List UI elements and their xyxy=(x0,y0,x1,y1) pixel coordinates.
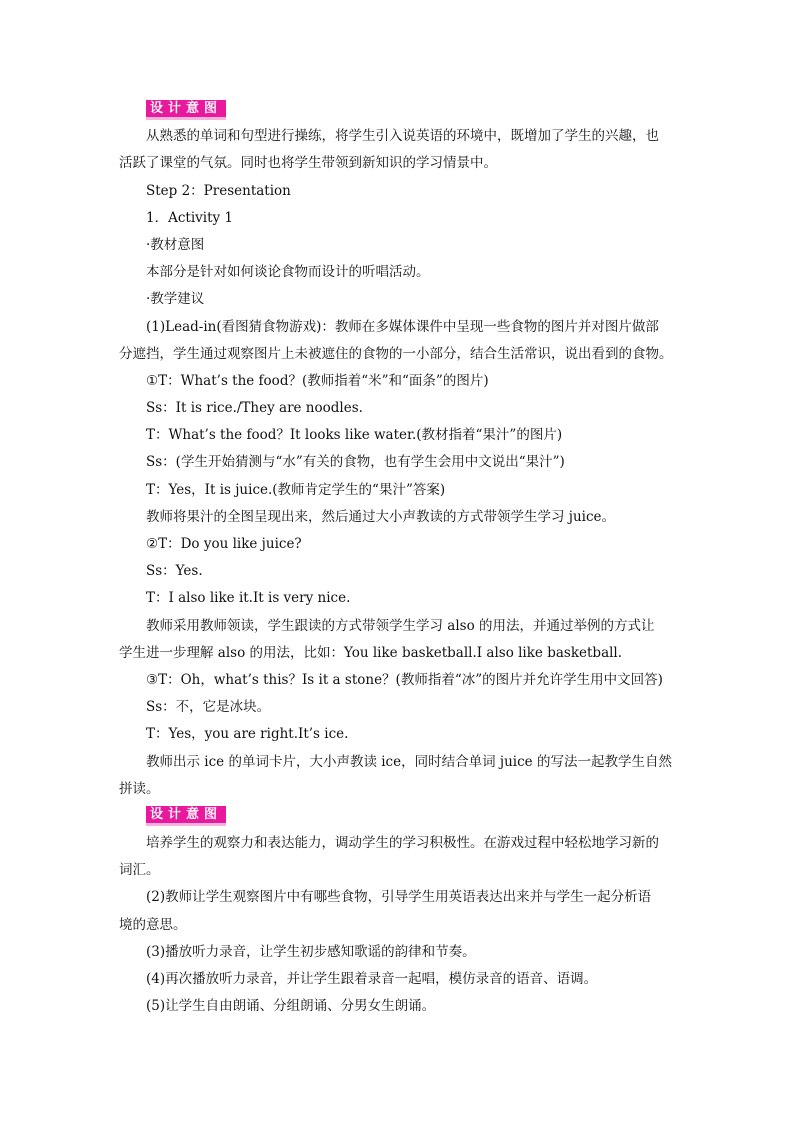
text-line: Ss：(学生开始猜测与“水”有关的食物，也有学生会用中文说出“果汁”) xyxy=(146,454,565,471)
text-line: (4)再次播放听力录音，并让学生跟着录音一起唱，模仿录音的语音、语调。 xyxy=(146,971,598,987)
design-intent-badge-row xyxy=(146,803,676,830)
text-line: 学生进一步理解 also 的用法，比如：You like basketball.I also like basketball. xyxy=(119,644,623,661)
text-line: Ss：It is rice./They are noodles. xyxy=(146,400,363,417)
design-intent-badge xyxy=(146,100,226,120)
text-line: 1．Activity 1 xyxy=(146,209,234,226)
text-line: Step 2：Presentation xyxy=(146,182,291,199)
text-line: 教师出示 ice 的单词卡片，大小声教读 ice，同时结合单词 juice 的写法一起教学生自然 xyxy=(146,753,672,770)
text-line: ②T：Do you like juice? xyxy=(146,536,302,552)
text-line: ①T：What’s the food？(教师指着“米”和“面条”的图片) xyxy=(146,372,489,389)
text-line: 教师将果汁的全图呈现出来，然后通过大小声教读的方式带领学生学习 juice。 xyxy=(146,508,616,525)
text-line: 词汇。 xyxy=(119,862,160,879)
text-line: 教师采用教师领读，学生跟读的方式带领学生学习 also 的用法，并通过举例的方式让 xyxy=(146,617,655,634)
text-line: 境的意思。 xyxy=(119,916,187,933)
text-line: 活跃了课堂的气氛。同时也将学生带领到新知识的学习情景中。 xyxy=(119,155,497,172)
text-line: (1)Lead-in(看图猜食物游戏)：教师在多媒体课件中呈现一些食物的图片并对图片做部 xyxy=(146,318,659,335)
text-line: T：Yes，It is juice.(教师肯定学生的“果汁”答案) xyxy=(146,481,446,498)
text-line: 从熟悉的单词和句型进行操练，将学生引入说英语的环境中，既增加了学生的兴趣，也 xyxy=(146,128,659,145)
badge-label: 设计意图 xyxy=(150,807,223,823)
text-line: T：I also like it.It is very nice. xyxy=(146,590,351,607)
text-line: 本部分是针对如何谈论食物而设计的听唱活动。 xyxy=(146,264,430,281)
design-intent-badge-row xyxy=(146,96,676,123)
text-line: 分遮挡，学生通过观察图片上未被遮住的食物的一小部分，结合生活常识，说出看到的食物。 xyxy=(119,345,673,362)
text-line: 拼读。 xyxy=(119,780,160,797)
text-line: ·教材意图 xyxy=(146,236,205,253)
text-line: T：Yes，you are right.It’s ice. xyxy=(146,726,349,743)
text-line: (2)教师让学生观察图片中有哪些食物，引导学生用英语表达出来并与学生一起分析语 xyxy=(146,889,652,906)
text-line: (5)让学生自由朗诵、分组朗诵、分男女生朗诵。 xyxy=(146,998,436,1015)
text-line: ③T：Oh，what’s this？Is it a stone？(教师指着“冰”的图片并允许学生用中文回答) xyxy=(146,671,663,688)
lesson-content xyxy=(119,96,676,1020)
badge-label: 设计意图 xyxy=(150,100,223,116)
text-line: Ss：不，它是冰块。 xyxy=(146,699,271,716)
text-line: (3)播放听力录音，让学生初步感知歌谣的韵律和节奏。 xyxy=(146,943,476,960)
text-line: 培养学生的观察力和表达能力，调动学生的学习积极性。在游戏过程中轻松地学习新的 xyxy=(146,835,659,852)
text-line: ·教学建议 xyxy=(146,291,205,308)
design-intent-badge xyxy=(146,806,226,826)
text-line: Ss：Yes. xyxy=(146,563,203,580)
text-line: T：What’s the food？It looks like water.(教材指着“果汁”的图片) xyxy=(146,427,563,444)
